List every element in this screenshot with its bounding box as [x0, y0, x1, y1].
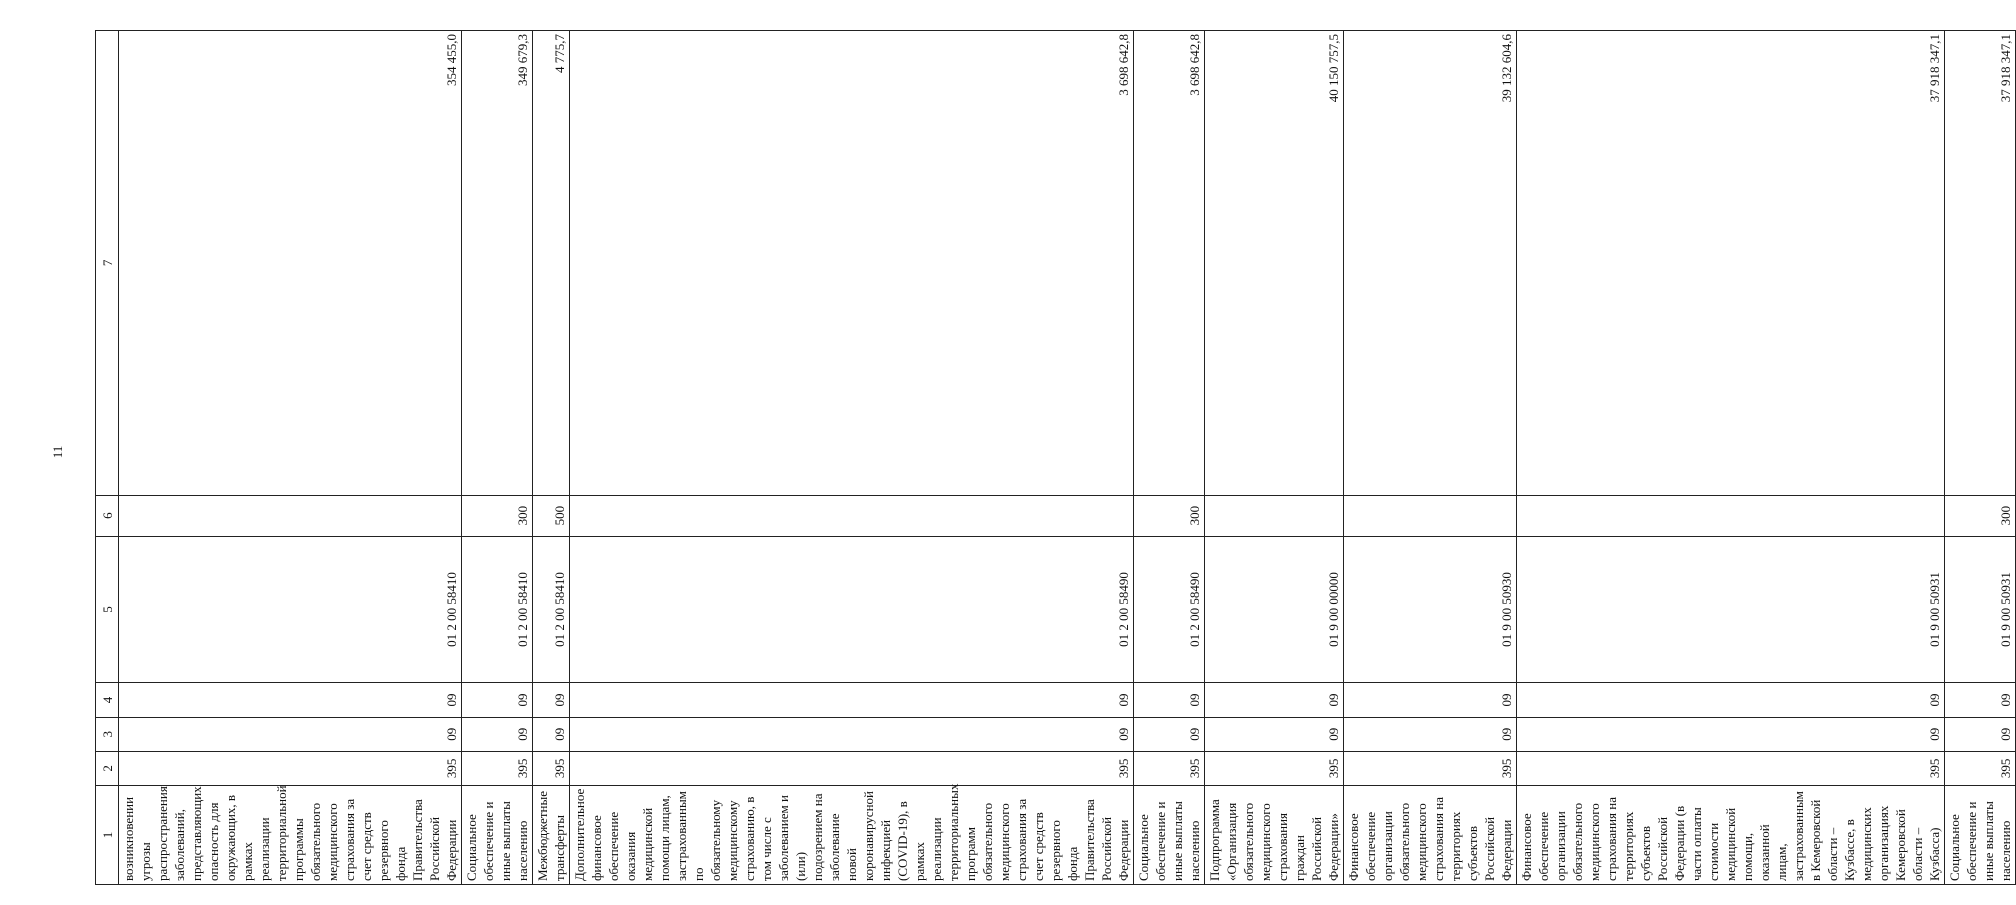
row-code-5: 01 2 00 58410 [533, 536, 570, 683]
row-code-3: 09 [1344, 717, 1517, 751]
table-row [1344, 31, 1517, 885]
row-amount: 37 918 347,1 [1945, 31, 2016, 496]
row-code-3: 09 [570, 717, 1134, 751]
row-amount: 40 150 757,5 [1205, 31, 1344, 496]
row-code-2: 395 [570, 751, 1134, 785]
row-code-6 [1205, 495, 1344, 536]
header-cell-5: 5 [96, 536, 119, 683]
row-code-3: 09 [1517, 717, 1945, 751]
row-code-3: 09 [533, 717, 570, 751]
row-name: Финансовое обеспечение организации обязательного медицинского страхования на территориях субъектов Российской Федерации [1344, 785, 1517, 884]
row-amount: 4 775,7 [533, 31, 570, 496]
row-name: возникновении угрозы распространения заболеваний, представляющих опасность для окружающих, в рамках реализации территориальной программы обязательного медицинского страхования за счет средств резервного фонда Правительства Российской Федерации [119, 785, 462, 884]
header-cell-4: 4 [96, 683, 119, 717]
row-amount: 354 455,0 [119, 31, 462, 496]
rotated-page-content [95, 30, 2013, 885]
table-row [462, 31, 533, 885]
row-code-2: 395 [533, 751, 570, 785]
table-row [1517, 31, 1945, 885]
table-header-row [96, 31, 119, 885]
row-code-2: 395 [1344, 751, 1517, 785]
row-name: Социальное обеспечение и иные выплаты населению [1945, 785, 2016, 884]
table-row [1205, 31, 1344, 885]
row-code-6 [1344, 495, 1517, 536]
row-code-5: 01 9 00 50931 [1517, 536, 1945, 683]
row-code-6: 300 [1945, 495, 2016, 536]
row-code-6: 500 [533, 495, 570, 536]
page-number: 11 [50, 445, 65, 459]
row-code-6: 300 [1134, 495, 1205, 536]
row-code-2: 395 [1134, 751, 1205, 785]
row-code-2: 395 [1205, 751, 1344, 785]
row-code-4: 09 [570, 683, 1134, 717]
row-code-5: 01 9 00 50931 [1945, 536, 2016, 683]
row-code-5: 01 9 00 00000 [1205, 536, 1344, 683]
row-code-4: 09 [462, 683, 533, 717]
row-name: Дополнительное финансовое обеспечение оказания медицинской помощи лицам, застрахованным по обязательному медицинскому страхованию, в том числе с заболеванием и (или) подозрением на заболевание новой коронавирусной инфекцией (COVID-19), в рамках реализации территориальных программ обязательного медицинского страхования за счет средств резервного фонда Правительства Российской Федерации [570, 785, 1134, 884]
row-name: Социальное обеспечение и иные выплаты населению [462, 785, 533, 884]
row-code-3: 09 [119, 717, 462, 751]
table-row [570, 31, 1134, 885]
row-code-4: 09 [1205, 683, 1344, 717]
row-code-4: 09 [1945, 683, 2016, 717]
row-code-4: 09 [1134, 683, 1205, 717]
row-code-5: 01 2 00 58490 [1134, 536, 1205, 683]
row-code-5: 01 2 00 58490 [570, 536, 1134, 683]
row-amount: 39 132 604,6 [1344, 31, 1517, 496]
header-cell-1: 1 [96, 785, 119, 884]
row-code-2: 395 [119, 751, 462, 785]
row-code-5: 01 9 00 50930 [1344, 536, 1517, 683]
row-amount: 349 679,3 [462, 31, 533, 496]
row-name: Социальное обеспечение и иные выплаты населению [1134, 785, 1205, 884]
header-cell-7: 7 [96, 31, 119, 496]
table-row [533, 31, 570, 885]
row-code-2: 395 [462, 751, 533, 785]
row-code-2: 395 [1517, 751, 1945, 785]
row-code-6 [119, 495, 462, 536]
header-cell-3: 3 [96, 717, 119, 751]
table-row [1945, 31, 2016, 885]
row-code-5: 01 2 00 58410 [119, 536, 462, 683]
row-code-6: 300 [462, 495, 533, 536]
header-cell-2: 2 [96, 751, 119, 785]
row-name: Подпрограмма «Организация обязательного медицинского страхования граждан Российской Федерации» [1205, 785, 1344, 884]
row-code-4: 09 [119, 683, 462, 717]
row-code-4: 09 [533, 683, 570, 717]
table-row [119, 31, 462, 885]
row-code-3: 09 [1205, 717, 1344, 751]
row-code-6 [1517, 495, 1945, 536]
row-amount: 3 698 642,8 [1134, 31, 1205, 496]
row-amount: 37 918 347,1 [1517, 31, 1945, 496]
row-code-4: 09 [1344, 683, 1517, 717]
table-row [1134, 31, 1205, 885]
row-code-2: 395 [1945, 751, 2016, 785]
row-code-3: 09 [1134, 717, 1205, 751]
header-cell-6: 6 [96, 495, 119, 536]
row-amount: 3 698 642,8 [570, 31, 1134, 496]
row-code-3: 09 [462, 717, 533, 751]
row-name: Межбюджетные трансферты [533, 785, 570, 884]
row-code-5: 01 2 00 58410 [462, 536, 533, 683]
row-code-4: 09 [1517, 683, 1945, 717]
row-code-3: 09 [1945, 717, 2016, 751]
row-name: Финансовое обеспечение организации обязательного медицинского страхования на территориях субъектов Российской Федерации (в части оплаты стоимости медицинской помощи, оказанной лицам, застрахованным в Кемеровской области – Кузбассе, в медицинских организациях Кемеровской области – Кузбасса) [1517, 785, 1945, 884]
budget-table [95, 30, 2016, 885]
row-code-6 [570, 495, 1134, 536]
